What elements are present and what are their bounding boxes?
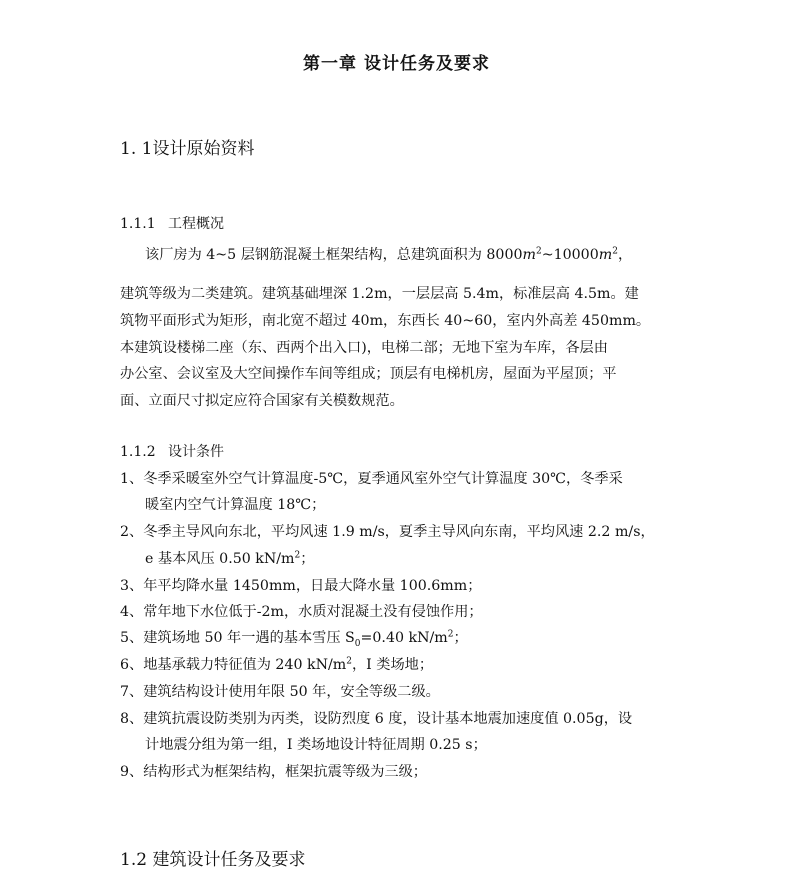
condition-2-line-1: 2、冬季主导风向东北，平均风速 1.9 m/s，夏季主导风向东南，平均风速 2.2 m/s， <box>120 524 655 540</box>
overview-line-4: 本建筑设楼梯二座（东、西两个出入口)，电梯二部；无地下室为车库，各层由 <box>120 340 608 356</box>
unit: m <box>598 247 613 263</box>
overview-line-3: 筑物平面形式为矩形，南北宽不超过 40m，东西长 40~60，室内外高差 450mm。 <box>120 313 651 329</box>
overview-line-2: 建筑等级为二类建筑。建筑基础埋深 1.2m，一层层高 5.4m，标准层高 4.5m。建 <box>120 286 639 302</box>
chapter-title: 第一章 设计任务及要求 <box>303 54 490 74</box>
overview-line-5: 办公室、会议室及大空间操作车间等组成；顶层有电梯机房，屋面为平屋顶；平 <box>120 366 617 382</box>
subsection-number: 1.1.1 <box>120 216 156 232</box>
unit: m <box>522 247 536 263</box>
subsection-title: 工程概况 <box>168 216 224 232</box>
condition-8-line-1: 8、建筑抗震设防类别为丙类，设防烈度 6 度，设计基本地震加速度值 0.05g，设 <box>120 711 633 727</box>
condition-text: e 基本风压 0.50 kN/m <box>145 551 295 567</box>
condition-7: 7、建筑结构设计使用年限 50 年，安全等级二级。 <box>120 684 440 700</box>
subsection-1-1-2-heading <box>120 441 224 461</box>
condition-3: 3、年平均降水量 1450mm，日最大降水量 100.6mm； <box>120 578 482 594</box>
condition-text: ； <box>300 551 315 567</box>
condition-text: 6、地基承载力特征值为 240 kN/m <box>120 657 347 673</box>
subsection-title: 设计条件 <box>168 444 224 460</box>
subscript: 0 <box>354 638 361 649</box>
condition-5 <box>120 627 468 647</box>
subsection-1-1-1-heading <box>120 213 224 233</box>
superscript: 2 <box>612 246 618 257</box>
superscript: 2 <box>346 656 352 667</box>
overview-text: ， <box>617 247 633 263</box>
section-1-2-heading: 1.2 建筑设计任务及要求 <box>120 850 306 870</box>
superscript: 2 <box>535 246 542 257</box>
condition-9: 9、结构形式为框架结构，框架抗震等级为三级； <box>120 764 427 780</box>
condition-1-line-2: 暖室内空气计算温度 18℃； <box>145 497 326 513</box>
condition-text: 5、建筑场地 50 年一遇的基本雪压 S <box>120 630 355 646</box>
superscript: 2 <box>294 550 301 561</box>
overview-line-6: 面、立面尺寸拟定应符合国家有关模数规范。 <box>120 393 404 409</box>
subsection-number: 1.1.2 <box>120 444 156 460</box>
condition-2-line-2 <box>145 548 314 568</box>
overview-text: ~10000 <box>541 247 599 263</box>
condition-text: ，I 类场地； <box>351 657 434 673</box>
superscript: 2 <box>447 629 454 640</box>
condition-1-line-1: 1、冬季采暖室外空气计算温度-5℃，夏季通风室外空气计算温度 30℃，冬季采 <box>120 471 623 487</box>
condition-4: 4、常年地下水位低于-2m，水质对混凝土没有侵蚀作用； <box>120 604 483 620</box>
overview-line-1 <box>145 244 632 264</box>
condition-8-line-2: 计地震分组为第一组，I 类场地设计特征周期 0.25 s； <box>145 737 487 753</box>
condition-6 <box>120 654 433 674</box>
condition-text: ； <box>453 630 468 646</box>
section-1-1-heading: 1. 1设计原始资料 <box>120 139 255 159</box>
condition-text: =0.40 kN/m <box>360 630 448 646</box>
overview-text: 该厂房为 4~5 层钢筋混凝土框架结构，总建筑面积为 8000 <box>145 247 523 263</box>
